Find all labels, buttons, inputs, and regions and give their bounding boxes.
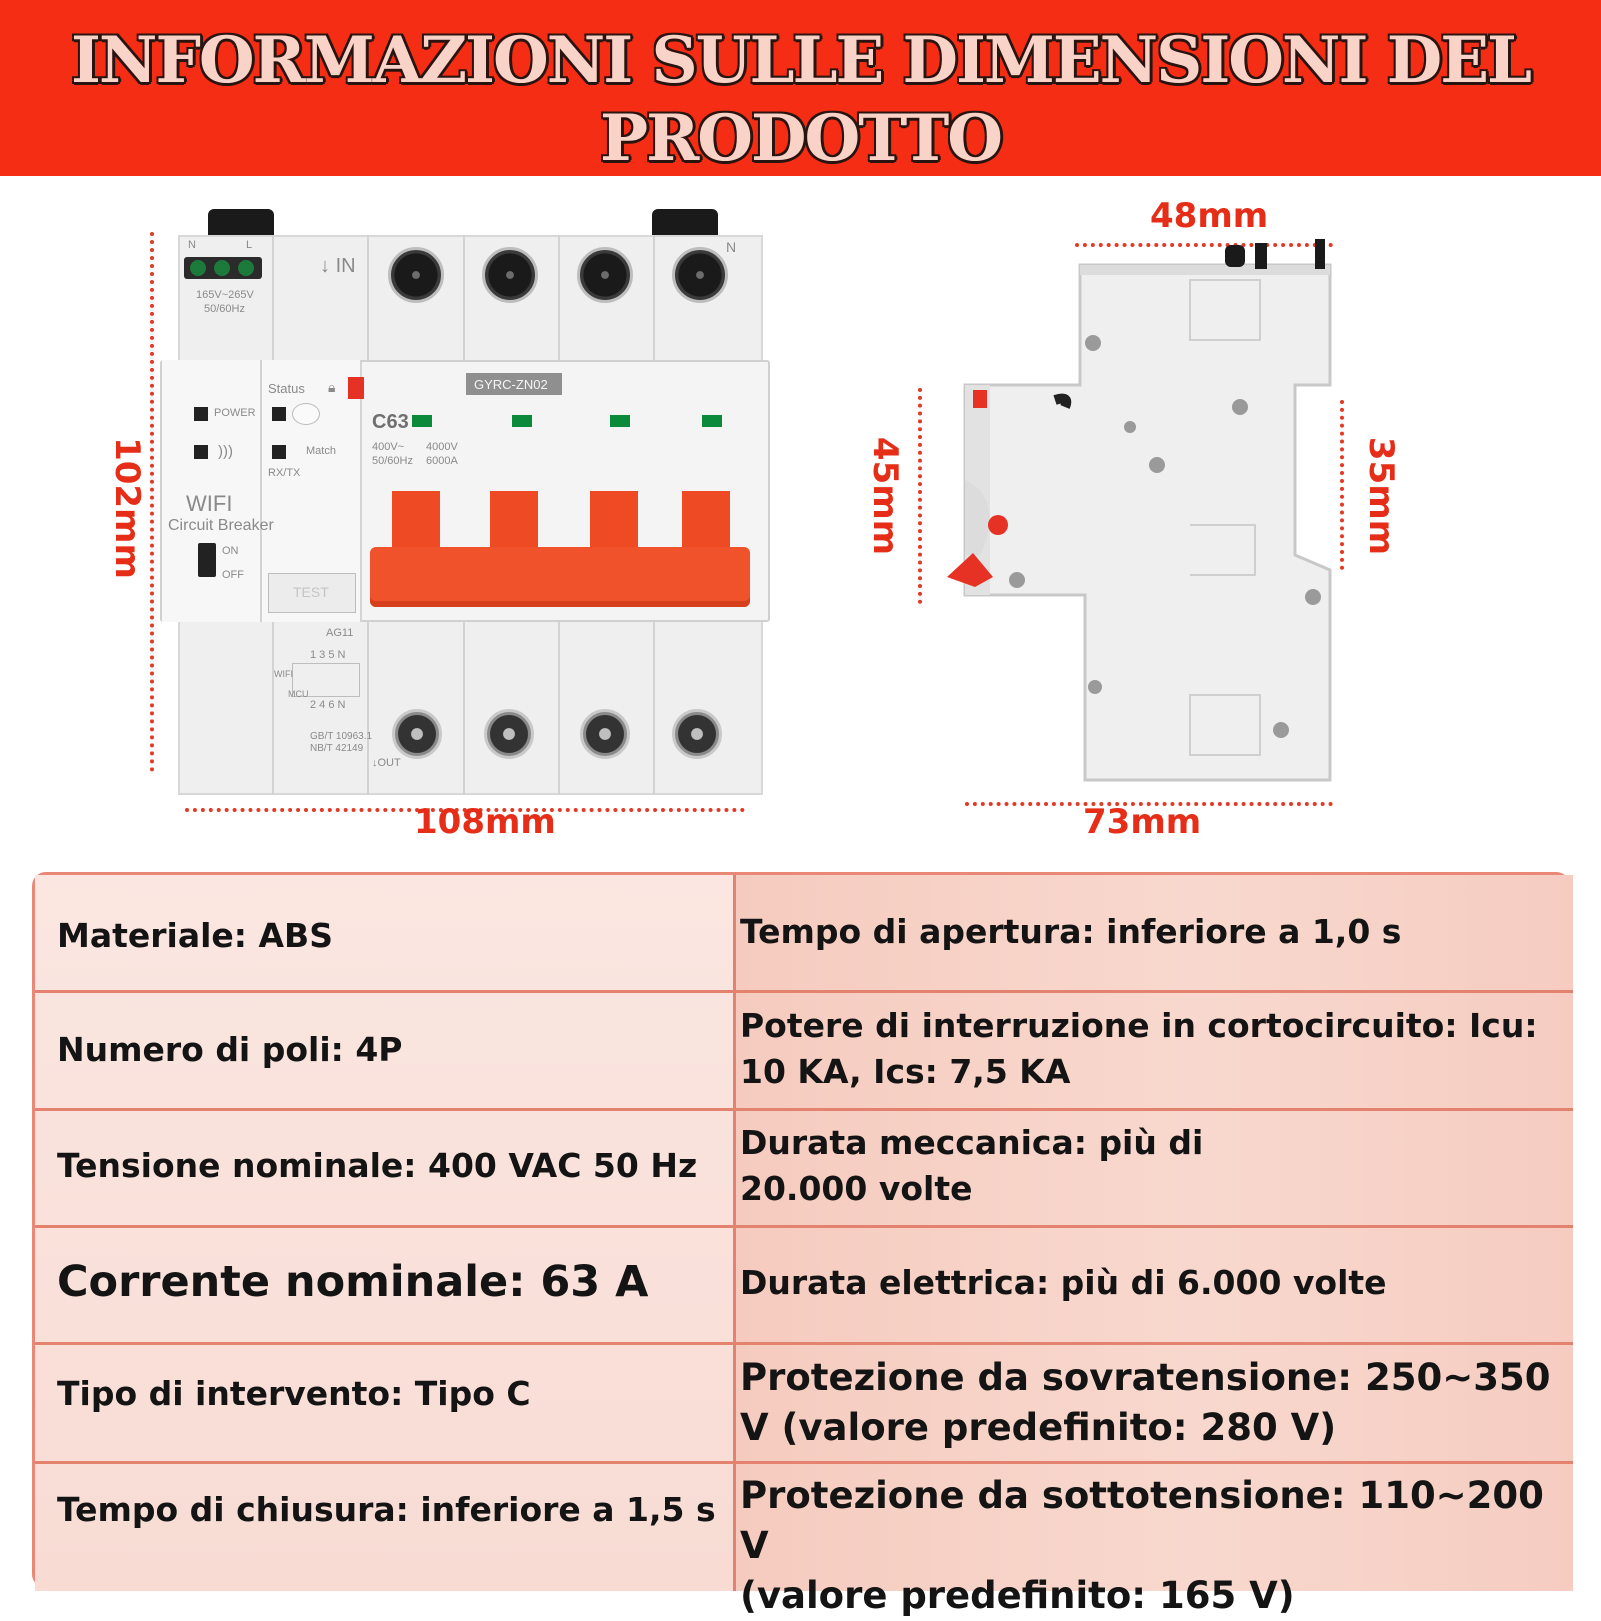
row-divider: [35, 990, 1573, 993]
off-label: OFF: [222, 569, 244, 581]
wifi-title: WIFI: [186, 491, 233, 516]
top-terminal-screw-2: [482, 247, 538, 303]
wifi-indicator-icon: [194, 445, 208, 459]
spec-mechanical-life: [740, 1120, 1560, 1212]
spec-material: Materiale: ABS: [57, 916, 333, 955]
spec-table: [32, 872, 1570, 1617]
breaker-side-view: [935, 225, 1335, 795]
status-label: Status: [268, 381, 305, 396]
handle-tie-bar[interactable]: [370, 547, 750, 607]
input-frequency-text: 50/60Hz: [204, 303, 245, 315]
line-label: L: [246, 239, 253, 251]
pole-indicator-3: [610, 415, 630, 427]
side-right-dimension-line: [1340, 400, 1344, 570]
bottom-terminal-screw-1: [392, 709, 442, 759]
spec-overvoltage-line-1: Protezione da sovratensione: 250~350: [740, 1356, 1551, 1399]
capacity-2: 6000A: [426, 455, 458, 467]
spec-overvoltage: [740, 1353, 1560, 1453]
spec-poles: Numero di poli: 4P: [57, 1030, 403, 1069]
mcu-label: MCU: [288, 689, 309, 699]
rating-voltage: 400V~: [372, 441, 405, 453]
lock-icon: 🔒︎: [328, 379, 336, 395]
neutral-label: N: [188, 239, 196, 251]
page-title-line-2: PRODOTTO: [599, 101, 1002, 176]
row-divider: [35, 1225, 1573, 1228]
power-label: POWER: [214, 407, 256, 419]
row-divider: [35, 1461, 1573, 1464]
pole-indicator-4: [702, 415, 722, 427]
spec-undervoltage: [740, 1471, 1560, 1621]
width-dimension-label: 108mm: [414, 802, 556, 842]
side-profile-drawing: [935, 225, 1335, 795]
red-lock-tab[interactable]: [348, 377, 364, 399]
column-divider: [733, 875, 736, 1591]
out-label: OUT: [377, 757, 401, 769]
top-terminal-screw-3: [577, 247, 633, 303]
capacity-1: 4000V: [426, 441, 458, 453]
pole-handle-2[interactable]: [490, 491, 538, 553]
standard-1: GB/T 10963.1: [310, 731, 373, 742]
model-label: GYRC-ZN02: [474, 377, 548, 392]
side-top-dimension-label: 48mm: [1150, 196, 1269, 236]
circuit-breaker-title: Circuit Breaker: [168, 517, 274, 534]
input-voltage-text: 165V~265V: [196, 289, 254, 301]
on-label: ON: [222, 545, 239, 557]
rating-frequency: 50/60Hz: [372, 455, 413, 467]
test-button[interactable]: [268, 573, 356, 613]
spec-undervoltage-line-1: Protezione da sottotensione: 110~200 V: [740, 1474, 1544, 1567]
input-arrow-label: ↓ IN: [320, 255, 356, 277]
output-label: ↓OUT: [372, 757, 401, 769]
bottom-terminal-screw-2: [484, 709, 534, 759]
standard-2: NB/T 42149: [310, 743, 364, 754]
match-button[interactable]: [292, 403, 320, 425]
spec-electrical-life: Durata elettrica: più di 6.000 volte: [740, 1263, 1387, 1302]
spec-breaking-capacity-line-1: Potere di interruzione in cortocircuito: Icu:: [740, 1006, 1538, 1045]
pole-handle-1[interactable]: [392, 491, 440, 553]
breaker-front-view: [160, 205, 770, 795]
pole-numbers-bottom: 2 4 6 N: [310, 699, 346, 711]
row-divider: [35, 1108, 1573, 1111]
match-label: Match: [306, 445, 336, 457]
page-title-line-1: INFORMAZIONI SULLE DIMENSIONI DEL: [71, 23, 1530, 98]
spec-overvoltage-line-2: V (valore predefinito: 280 V): [740, 1406, 1337, 1449]
test-label: TEST: [293, 584, 329, 600]
module-divider: [260, 360, 262, 622]
pole-indicator-2: [512, 415, 532, 427]
rxtx-label: RX/TX: [268, 467, 301, 479]
status-indicator-icon: [272, 407, 286, 421]
pole-numbers-top: 1 3 5 N: [310, 649, 346, 661]
ag11-label: AG11: [326, 627, 354, 639]
height-dimension-line: [150, 232, 154, 772]
spec-mechanical-life-line-2: 20.000 volte: [740, 1169, 973, 1208]
top-terminal-screw-1: [388, 247, 444, 303]
side-left-dimension-label: 45mm: [865, 436, 906, 556]
page-title: [0, 22, 1601, 178]
rxtx-indicator-icon: [272, 445, 286, 459]
onoff-switch[interactable]: [198, 543, 216, 577]
spec-breaking-capacity-line-2: 10 KA, Ics: 7,5 KA: [740, 1052, 1071, 1091]
side-left-dimension-line: [918, 388, 922, 604]
side-right-dimension-label: 35mm: [1361, 436, 1402, 556]
wifi-signal-icon: ))): [218, 443, 233, 460]
pole-indicator-1: [412, 415, 432, 427]
spec-undervoltage-line-2: (valore predefinito: 165 V): [740, 1574, 1295, 1617]
wifi-small-label: WIFI: [274, 669, 293, 679]
spec-trip-type: Tipo di intervento: Tipo C: [57, 1374, 531, 1413]
height-dimension-label: 102mm: [106, 437, 147, 579]
spec-breaking-capacity: [740, 1003, 1560, 1095]
power-terminal-block: [184, 257, 262, 279]
pole-handle-4[interactable]: [682, 491, 730, 553]
din-clip-right: [652, 209, 718, 235]
spec-opening-time: Tempo di apertura: inferiore a 1,0 s: [740, 912, 1402, 951]
header-banner: [0, 0, 1601, 176]
pole-handle-3[interactable]: [590, 491, 638, 553]
spec-left-column: [35, 875, 733, 1591]
model-badge: [466, 373, 562, 395]
spec-closing-time: Tempo di chiusura: inferiore a 1,5 s: [57, 1490, 716, 1529]
neutral-right-label: N: [726, 239, 737, 255]
spec-rated-current: Corrente nominale: 63 A: [57, 1257, 649, 1307]
top-terminal-screw-4: [672, 247, 728, 303]
bottom-terminal-screw-4: [672, 709, 722, 759]
rating-label: C63: [372, 411, 409, 433]
power-indicator-icon: [194, 407, 208, 421]
row-divider: [35, 1342, 1573, 1345]
input-label: IN: [335, 255, 356, 277]
bottom-terminal-screw-3: [580, 709, 630, 759]
side-depth-dimension-label: 73mm: [1083, 802, 1202, 842]
spec-mechanical-life-line-1: Durata meccanica: più di: [740, 1123, 1204, 1162]
spec-rated-voltage: Tensione nominale: 400 VAC 50 Hz: [57, 1146, 698, 1185]
din-clip-left: [208, 209, 274, 235]
